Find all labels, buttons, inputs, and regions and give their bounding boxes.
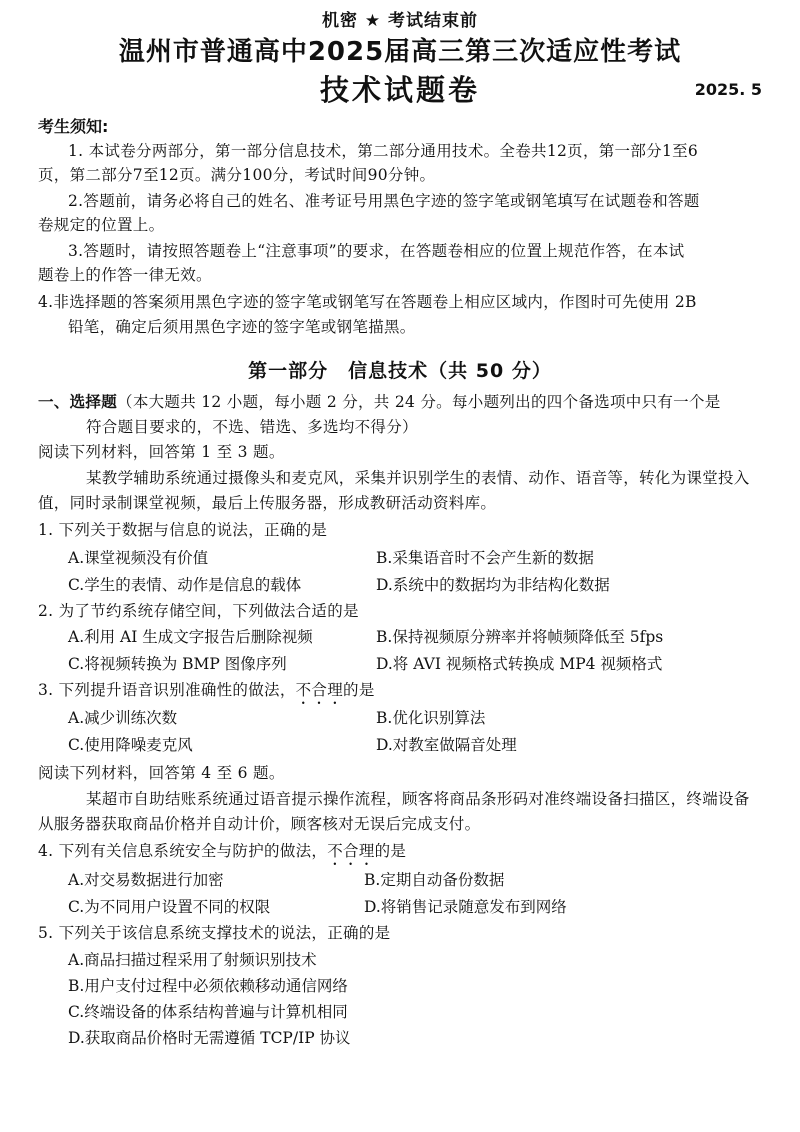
notice-item-3-line-2: 题卷上的作答一律无效。: [38, 266, 212, 284]
question-3-option-a: A.减少训练次数: [68, 709, 178, 727]
question-4-option-a: A.对交易数据进行加密: [68, 871, 224, 889]
material-1-line-1: 某教学辅助系统通过摄像头和麦克风，采集并识别学生的表情、动作、语音等，转化为课堂投入: [86, 469, 750, 487]
material-2-line-1: 某超市自助结账系统通过语音提示操作流程，顾客将商品条形码对准终端设备扫描区，终端设备: [86, 790, 750, 808]
question-5-stem: 5. 下列关于该信息系统支撑技术的说法，正确的是: [38, 924, 391, 942]
question-4-option-c: C.为不同用户设置不同的权限: [68, 898, 271, 916]
notice-item-4-line-1: 4.非选择题的答案须用黑色字迹的签字笔或钢笔写在答题卷上相应区域内，作图时可先使用 2B: [38, 293, 697, 311]
part-one-title: 第一部分 信息技术（共 50 分）: [248, 360, 552, 382]
question-3-option-b: B.优化识别算法: [376, 709, 486, 727]
question-2-option-a: A.利用 AI 生成文字报告后删除视频: [68, 628, 313, 646]
question-3-option-c: C.使用降噪麦克风: [68, 736, 193, 754]
paper-title: 技术试题卷: [319, 73, 480, 107]
reading-prompt-1: 阅读下列材料，回答第 1 至 3 题。: [38, 443, 285, 461]
question-1-stem: 1. 下列关于数据与信息的说法，正确的是: [38, 521, 328, 539]
question-4-stem-pre: 4. 下列有关信息系统安全与防护的做法，: [38, 842, 328, 860]
notice-item-1-line-2: 页，第二部分7至12页。满分100分，考试时间90分钟。: [38, 166, 436, 184]
question-5-option-a: A.商品扫描过程采用了射频识别技术: [68, 951, 317, 969]
section-one-line-2: 符合题目要求的，不选、错选、多选均不得分）: [86, 418, 418, 436]
question-4-stem-post: 的是: [374, 842, 407, 860]
question-2-option-b: B.保持视频原分辨率并将帧频降低至 5fps: [376, 628, 664, 646]
notice-heading: 考生须知:: [38, 117, 109, 136]
question-5-option-d: D.获取商品价格时无需遵循 TCP/IP 协议: [68, 1029, 351, 1047]
section-one-instructions: （本大题共 12 小题，每小题 2 分，共 24 分。每小题列出的四个备选项中只有一个是: [117, 393, 721, 411]
question-4-option-b: B.定期自动备份数据: [364, 871, 505, 889]
question-1-option-a: A.课堂视频没有价值: [68, 549, 209, 567]
section-one-label: 一、选择题: [38, 393, 118, 411]
question-2-option-d: D.将 AVI 视频格式转换成 MP4 视频格式: [376, 655, 663, 673]
question-2-stem: 2. 为了节约系统存储空间，下列做法合适的是: [38, 602, 359, 620]
question-1-option-c: C.学生的表情、动作是信息的载体: [68, 576, 302, 594]
question-4-stem: [38, 839, 406, 869]
question-3-stem: [38, 678, 375, 708]
question-3-stem-pre: 3. 下列提升语音识别准确性的做法，: [38, 681, 296, 699]
reading-prompt-2: 阅读下列材料，回答第 4 至 6 题。: [38, 764, 285, 782]
notice-item-3-line-1: 3.答题时，请按照答题卷上“注意事项”的要求，在答题卷相应的位置上规范作答，在本试: [68, 242, 685, 260]
material-2-line-2: 从服务器获取商品价格并自动计价，顾客核对无误后完成支付。: [38, 815, 481, 833]
notice-item-2-line-2: 卷规定的位置上。: [38, 216, 165, 234]
exam-title: 温州市普通高中2025届高三第三次适应性考试: [118, 37, 682, 67]
question-4-emphasis: 不合理: [327, 842, 375, 860]
exam-date: 2025. 5: [694, 80, 762, 99]
notice-item-4-line-2: 铅笔，确定后须用黑色字迹的签字笔或钢笔描黑。: [68, 318, 416, 336]
notice-item-2-line-1: 2.答题前，请务必将自己的姓名、准考证号用黑色字迹的签字笔或钢笔填写在试题卷和答题: [68, 192, 700, 210]
material-1-line-2: 值，同时录制课堂视频，最后上传服务器，形成教研活动资料库。: [38, 494, 497, 512]
question-1-option-d: D.系统中的数据均为非结构化数据: [376, 576, 610, 594]
question-1-option-b: B.采集语音时不会产生新的数据: [376, 549, 594, 567]
question-5-option-b: B.用户支付过程中必须依赖移动通信网络: [68, 977, 348, 995]
question-5-option-c: C.终端设备的体系结构普遍与计算机相同: [68, 1003, 348, 1021]
question-3-option-d: D.对教室做隔音处理: [376, 736, 517, 754]
question-3-stem-post: 的是: [343, 681, 375, 699]
confidential-mark: 机密 ★ 考试结束前: [321, 11, 479, 31]
section-one-line-1: [38, 390, 721, 412]
question-2-option-c: C.将视频转换为 BMP 图像序列: [68, 655, 287, 673]
question-4-option-d: D.将销售记录随意发布到网络: [364, 898, 567, 916]
question-3-emphasis: 不合理: [295, 681, 344, 699]
notice-item-1-line-1: 1. 本试卷分两部分，第一部分信息技术，第二部分通用技术。全卷共12页，第一部分1至6: [68, 142, 699, 160]
